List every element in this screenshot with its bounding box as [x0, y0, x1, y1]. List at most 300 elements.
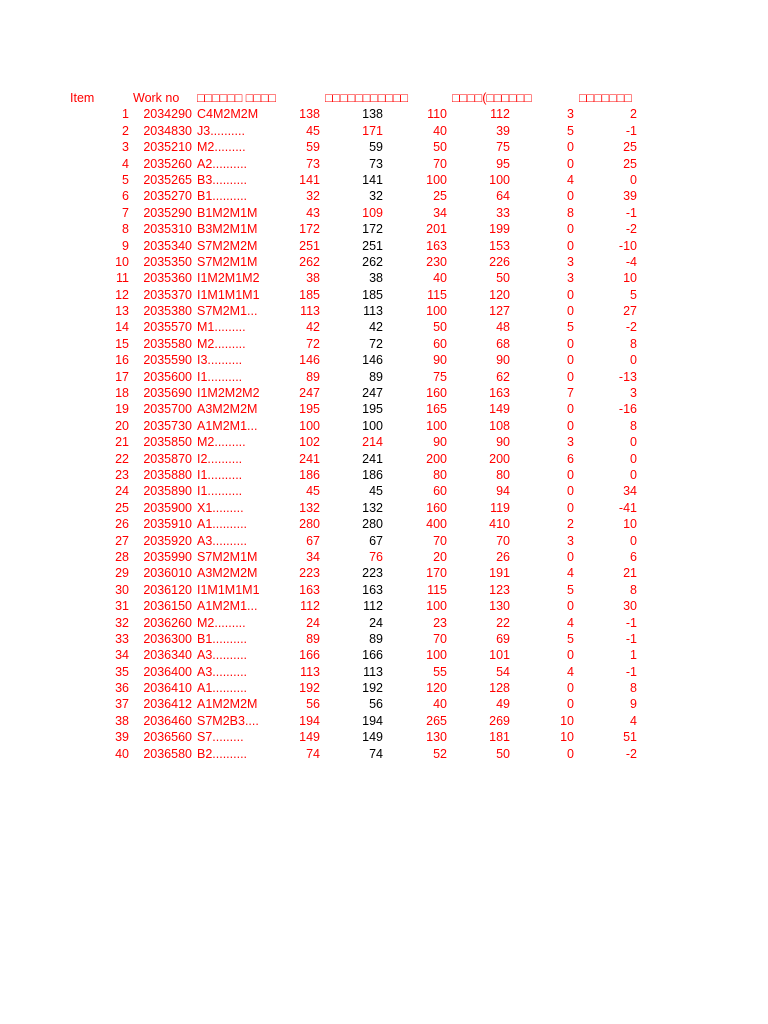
- cell-value-d: 90: [496, 435, 510, 450]
- cell-item: 31: [115, 599, 129, 614]
- cell-code: I3..........: [197, 353, 243, 368]
- cell-value-b: 76: [369, 549, 383, 564]
- cell-value-d: 199: [489, 222, 510, 237]
- cell-value-e: 0: [567, 746, 574, 761]
- cell-code: I1M1M1M1: [197, 582, 260, 597]
- cell-value-f: -2: [625, 320, 637, 335]
- cell-value-c: 265: [426, 713, 447, 728]
- cell-value-f: -1: [625, 205, 637, 220]
- cell-value-c: 230: [426, 254, 447, 269]
- cell-work-no: 2036150: [143, 599, 192, 614]
- cell-item: 22: [115, 451, 129, 466]
- table-row: [0, 598, 768, 614]
- cell-value-d: 130: [489, 599, 510, 614]
- cell-value-e: 10: [560, 730, 574, 745]
- table-row: [0, 696, 768, 712]
- cell-value-d: 112: [490, 107, 510, 122]
- table-row: [0, 746, 768, 762]
- cell-work-no: 2035990: [143, 549, 192, 564]
- cell-value-d: 54: [496, 664, 510, 679]
- cell-value-f: 2: [630, 107, 637, 122]
- cell-code: J3..........: [197, 123, 245, 138]
- cell-work-no: 2035265: [143, 172, 192, 187]
- cell-item: 5: [122, 172, 129, 187]
- header-col3: □□□□□□ □□□□: [197, 91, 276, 105]
- cell-value-a: 32: [306, 189, 320, 204]
- cell-code: B3M2M1M: [197, 222, 258, 237]
- cell-value-b: 59: [369, 140, 383, 155]
- cell-work-no: 2036560: [143, 730, 192, 745]
- cell-work-no: 2036412: [143, 697, 192, 712]
- table-row: [0, 647, 768, 663]
- cell-code: A3M2M2M: [197, 402, 258, 417]
- cell-value-a: 186: [299, 467, 320, 482]
- cell-value-b: 38: [369, 271, 383, 286]
- cell-value-c: 100: [426, 418, 447, 433]
- cell-code: M2.........: [197, 615, 246, 630]
- cell-value-a: 146: [299, 353, 320, 368]
- cell-code: I1M2M1M2: [197, 271, 260, 286]
- cell-value-b: 42: [369, 320, 383, 335]
- cell-value-a: 194: [299, 713, 320, 728]
- cell-code: S7M2M1...: [197, 304, 258, 319]
- cell-value-c: 100: [426, 648, 447, 663]
- cell-value-a: 38: [306, 271, 320, 286]
- cell-value-b: 113: [363, 304, 383, 319]
- cell-code: I1M2M2M2: [197, 386, 260, 401]
- cell-code: A2..........: [197, 156, 248, 171]
- cell-value-a: 24: [306, 615, 320, 630]
- cell-item: 34: [115, 648, 129, 663]
- cell-code: M2.........: [197, 435, 246, 450]
- cell-value-b: 262: [362, 254, 383, 269]
- cell-item: 1: [122, 107, 129, 122]
- cell-code: S7M2M2M: [197, 238, 258, 253]
- cell-value-f: 51: [623, 730, 637, 745]
- cell-value-e: 0: [567, 238, 574, 253]
- header-col5: □□□□(□□□□□□: [452, 91, 532, 105]
- cell-value-f: 8: [630, 336, 637, 351]
- cell-code: A1M2M2M: [197, 697, 258, 712]
- cell-value-f: -13: [618, 369, 637, 384]
- cell-value-a: 113: [300, 304, 320, 319]
- cell-item: 10: [115, 254, 129, 269]
- header-row: [0, 90, 768, 106]
- cell-value-e: 4: [567, 615, 574, 630]
- cell-value-f: 10: [623, 517, 637, 532]
- table-row: [0, 385, 768, 401]
- cell-value-a: 149: [299, 730, 320, 745]
- cell-value-d: 153: [489, 238, 510, 253]
- cell-value-d: 80: [496, 467, 510, 482]
- cell-item: 38: [115, 713, 129, 728]
- cell-value-c: 50: [433, 320, 447, 335]
- cell-work-no: 2035920: [143, 533, 192, 548]
- cell-item: 33: [115, 631, 129, 646]
- cell-code: X1.........: [197, 500, 244, 515]
- cell-code: C4M2M2M: [197, 107, 259, 122]
- cell-value-c: 75: [433, 369, 447, 384]
- header-col6: □□□□□□□: [579, 91, 632, 105]
- cell-value-a: 163: [299, 582, 320, 597]
- cell-value-b: 192: [362, 681, 383, 696]
- cell-value-d: 100: [489, 172, 510, 187]
- cell-value-b: 89: [369, 369, 383, 384]
- cell-code: I1..........: [197, 369, 243, 384]
- cell-code: I1..........: [197, 484, 243, 499]
- cell-value-a: 185: [299, 287, 320, 302]
- cell-value-e: 5: [567, 582, 574, 597]
- cell-value-f: 8: [630, 681, 637, 696]
- cell-value-d: 90: [496, 353, 510, 368]
- cell-item: 32: [115, 615, 129, 630]
- cell-work-no: 2036120: [143, 582, 192, 597]
- cell-work-no: 2034830: [143, 123, 192, 138]
- cell-item: 21: [115, 435, 129, 450]
- cell-value-f: 5: [630, 287, 637, 302]
- cell-work-no: 2035570: [143, 320, 192, 335]
- cell-work-no: 2035350: [143, 254, 192, 269]
- cell-value-d: 50: [496, 746, 510, 761]
- cell-value-c: 120: [426, 681, 447, 696]
- table-row: [0, 451, 768, 467]
- cell-value-f: -4: [625, 254, 637, 269]
- cell-value-e: 0: [567, 484, 574, 499]
- table-row: [0, 172, 768, 188]
- table-row: [0, 205, 768, 221]
- cell-work-no: 2036410: [143, 681, 192, 696]
- cell-value-a: 45: [306, 484, 320, 499]
- cell-code: B1..........: [197, 189, 248, 204]
- cell-value-b: 100: [362, 418, 383, 433]
- table-row: [0, 664, 768, 680]
- cell-work-no: 2035700: [143, 402, 192, 417]
- cell-value-e: 4: [567, 172, 574, 187]
- cell-work-no: 2035370: [143, 287, 192, 302]
- cell-value-c: 40: [433, 697, 447, 712]
- cell-value-a: 112: [300, 599, 320, 614]
- cell-value-c: 130: [426, 730, 447, 745]
- cell-value-b: 72: [369, 336, 383, 351]
- cell-work-no: 2035870: [143, 451, 192, 466]
- cell-value-c: 160: [426, 500, 447, 515]
- cell-value-c: 163: [426, 238, 447, 253]
- table-row: [0, 434, 768, 450]
- cell-value-c: 100: [426, 304, 447, 319]
- cell-value-d: 269: [489, 713, 510, 728]
- cell-value-a: 45: [306, 123, 320, 138]
- cell-value-b: 241: [362, 451, 383, 466]
- cell-value-c: 90: [433, 435, 447, 450]
- cell-code: I1..........: [197, 467, 243, 482]
- table-row: [0, 139, 768, 155]
- cell-value-c: 201: [426, 222, 447, 237]
- cell-value-e: 0: [567, 648, 574, 663]
- cell-value-f: 4: [630, 713, 637, 728]
- cell-value-d: 68: [496, 336, 510, 351]
- cell-work-no: 2035890: [143, 484, 192, 499]
- cell-value-f: -1: [625, 664, 637, 679]
- cell-value-c: 34: [433, 205, 447, 220]
- table-row: [0, 680, 768, 696]
- cell-value-f: -16: [618, 402, 637, 417]
- cell-value-d: 22: [496, 615, 510, 630]
- cell-value-f: -2: [625, 222, 637, 237]
- cell-value-c: 70: [433, 631, 447, 646]
- cell-work-no: 2035730: [143, 418, 192, 433]
- table-row: [0, 483, 768, 499]
- cell-value-c: 60: [433, 336, 447, 351]
- cell-value-b: 89: [369, 631, 383, 646]
- cell-value-b: 146: [362, 353, 383, 368]
- cell-code: M2.........: [197, 140, 246, 155]
- cell-code: S7M2B3....: [197, 713, 259, 728]
- header-col4: □□□□□□□□□□□: [325, 91, 409, 105]
- cell-work-no: 2036300: [143, 631, 192, 646]
- cell-work-no: 2035910: [143, 517, 192, 532]
- cell-value-f: 8: [630, 418, 637, 433]
- cell-item: 28: [115, 549, 129, 564]
- cell-value-d: 127: [489, 304, 510, 319]
- cell-value-c: 55: [433, 664, 447, 679]
- cell-value-a: 67: [306, 533, 320, 548]
- cell-value-f: -1: [625, 631, 637, 646]
- cell-value-a: 89: [306, 631, 320, 646]
- cell-code: A1..........: [197, 517, 248, 532]
- table-row: [0, 336, 768, 352]
- cell-work-no: 2036010: [143, 566, 192, 581]
- cell-item: 9: [122, 238, 129, 253]
- cell-value-d: 163: [489, 386, 510, 401]
- cell-value-d: 39: [496, 123, 510, 138]
- cell-value-f: 0: [630, 451, 637, 466]
- cell-value-c: 40: [433, 271, 447, 286]
- cell-value-f: -1: [625, 615, 637, 630]
- table-row: [0, 254, 768, 270]
- cell-value-b: 141: [362, 172, 383, 187]
- table-body: [0, 106, 768, 762]
- cell-value-c: 90: [433, 353, 447, 368]
- cell-item: 36: [115, 681, 129, 696]
- cell-value-b: 194: [362, 713, 383, 728]
- cell-value-f: 34: [623, 484, 637, 499]
- cell-value-b: 132: [362, 500, 383, 515]
- cell-work-no: 2035290: [143, 205, 192, 220]
- table-row: [0, 270, 768, 286]
- cell-value-b: 172: [362, 222, 383, 237]
- cell-value-f: 27: [623, 304, 637, 319]
- cell-value-a: 42: [306, 320, 320, 335]
- cell-value-f: 21: [623, 566, 637, 581]
- cell-value-b: 214: [362, 435, 383, 450]
- cell-value-e: 0: [567, 402, 574, 417]
- cell-item: 37: [115, 697, 129, 712]
- table-row: [0, 352, 768, 368]
- cell-work-no: 2035590: [143, 353, 192, 368]
- header-work-no: Work no: [133, 91, 180, 105]
- cell-value-c: 23: [433, 615, 447, 630]
- cell-value-b: 56: [369, 697, 383, 712]
- cell-code: M2.........: [197, 336, 246, 351]
- cell-value-f: 39: [623, 189, 637, 204]
- cell-value-b: 112: [363, 599, 383, 614]
- cell-value-a: 73: [306, 156, 320, 171]
- table-row: [0, 549, 768, 565]
- cell-value-d: 26: [496, 549, 510, 564]
- cell-code: A3..........: [197, 648, 248, 663]
- cell-value-d: 128: [489, 681, 510, 696]
- table-row: [0, 401, 768, 417]
- cell-item: 25: [115, 500, 129, 515]
- cell-item: 15: [115, 336, 129, 351]
- cell-value-c: 100: [426, 172, 447, 187]
- table-row: [0, 106, 768, 122]
- cell-code: S7M2M1M: [197, 254, 258, 269]
- cell-value-a: 43: [306, 205, 320, 220]
- cell-code: I1M1M1M1: [197, 287, 260, 302]
- cell-item: 19: [115, 402, 129, 417]
- table-row: [0, 156, 768, 172]
- cell-value-e: 0: [567, 467, 574, 482]
- cell-value-e: 8: [567, 205, 574, 220]
- cell-value-a: 138: [299, 107, 320, 122]
- cell-value-b: 195: [362, 402, 383, 417]
- cell-item: 8: [122, 222, 129, 237]
- cell-value-e: 6: [567, 451, 574, 466]
- cell-item: 35: [115, 664, 129, 679]
- cell-value-e: 0: [567, 369, 574, 384]
- cell-value-a: 89: [306, 369, 320, 384]
- cell-code: A3M2M2M: [197, 566, 258, 581]
- cell-value-e: 2: [567, 517, 574, 532]
- cell-item: 24: [115, 484, 129, 499]
- table-row: [0, 467, 768, 483]
- cell-work-no: 2036580: [143, 746, 192, 761]
- cell-value-d: 191: [489, 566, 510, 581]
- table-row: [0, 516, 768, 532]
- cell-value-d: 200: [489, 451, 510, 466]
- cell-value-e: 0: [567, 304, 574, 319]
- cell-value-c: 60: [433, 484, 447, 499]
- cell-value-f: 0: [630, 533, 637, 548]
- cell-value-b: 247: [362, 386, 383, 401]
- cell-value-e: 4: [567, 664, 574, 679]
- cell-work-no: 2035260: [143, 156, 192, 171]
- cell-value-a: 132: [299, 500, 320, 515]
- cell-value-a: 251: [299, 238, 320, 253]
- cell-work-no: 2035580: [143, 336, 192, 351]
- cell-value-c: 50: [433, 140, 447, 155]
- cell-work-no: 2036460: [143, 713, 192, 728]
- cell-value-f: 8: [630, 582, 637, 597]
- cell-value-d: 149: [489, 402, 510, 417]
- cell-code: A3..........: [197, 533, 248, 548]
- header-item: Item: [70, 91, 95, 105]
- cell-item: 7: [122, 205, 129, 220]
- cell-value-c: 115: [427, 582, 447, 597]
- table-row: [0, 319, 768, 335]
- cell-value-f: 25: [623, 140, 637, 155]
- cell-item: 6: [122, 189, 129, 204]
- cell-value-a: 280: [299, 517, 320, 532]
- cell-value-b: 185: [362, 287, 383, 302]
- cell-value-a: 113: [300, 664, 320, 679]
- cell-work-no: 2035210: [143, 140, 192, 155]
- table-row: [0, 369, 768, 385]
- cell-value-b: 280: [362, 517, 383, 532]
- cell-work-no: 2035360: [143, 271, 192, 286]
- cell-value-c: 110: [427, 107, 447, 122]
- cell-value-f: 3: [630, 386, 637, 401]
- cell-value-f: 9: [630, 697, 637, 712]
- cell-value-c: 160: [426, 386, 447, 401]
- cell-item: 14: [115, 320, 129, 335]
- cell-item: 17: [115, 369, 129, 384]
- cell-value-e: 0: [567, 222, 574, 237]
- cell-value-c: 70: [433, 533, 447, 548]
- cell-value-b: 67: [369, 533, 383, 548]
- cell-value-e: 5: [567, 320, 574, 335]
- cell-value-a: 100: [299, 418, 320, 433]
- cell-value-f: -41: [618, 500, 637, 515]
- cell-value-a: 247: [299, 386, 320, 401]
- cell-value-d: 70: [496, 533, 510, 548]
- cell-item: 26: [115, 517, 129, 532]
- cell-value-d: 50: [496, 271, 510, 286]
- cell-value-f: 6: [630, 549, 637, 564]
- cell-value-b: 149: [362, 730, 383, 745]
- cell-work-no: 2035310: [143, 222, 192, 237]
- cell-value-e: 0: [567, 140, 574, 155]
- cell-value-b: 166: [362, 648, 383, 663]
- cell-item: 27: [115, 533, 129, 548]
- cell-code: I2..........: [197, 451, 243, 466]
- cell-item: 11: [116, 271, 129, 286]
- cell-item: 12: [115, 287, 129, 302]
- cell-value-e: 3: [567, 107, 574, 122]
- cell-value-e: 0: [567, 681, 574, 696]
- cell-value-c: 52: [433, 746, 447, 761]
- cell-value-b: 171: [362, 123, 383, 138]
- cell-item: 3: [122, 140, 129, 155]
- cell-value-c: 70: [433, 156, 447, 171]
- cell-value-d: 108: [489, 418, 510, 433]
- cell-value-c: 400: [426, 517, 447, 532]
- cell-value-d: 120: [489, 287, 510, 302]
- cell-value-a: 34: [306, 549, 320, 564]
- cell-value-b: 113: [363, 664, 383, 679]
- cell-value-d: 33: [496, 205, 510, 220]
- cell-value-f: 1: [630, 648, 637, 663]
- cell-value-b: 251: [362, 238, 383, 253]
- cell-value-f: 0: [630, 353, 637, 368]
- cell-value-d: 49: [496, 697, 510, 712]
- table-row: [0, 713, 768, 729]
- cell-work-no: 2035690: [143, 386, 192, 401]
- cell-item: 39: [115, 730, 129, 745]
- table-row: [0, 418, 768, 434]
- cell-value-e: 3: [567, 254, 574, 269]
- cell-item: 16: [115, 353, 129, 368]
- cell-value-b: 163: [362, 582, 383, 597]
- cell-value-d: 48: [496, 320, 510, 335]
- cell-code: M1.........: [197, 320, 246, 335]
- cell-value-a: 59: [306, 140, 320, 155]
- cell-work-no: 2034290: [143, 107, 192, 122]
- cell-value-e: 0: [567, 418, 574, 433]
- cell-item: 4: [122, 156, 129, 171]
- cell-value-e: 5: [567, 631, 574, 646]
